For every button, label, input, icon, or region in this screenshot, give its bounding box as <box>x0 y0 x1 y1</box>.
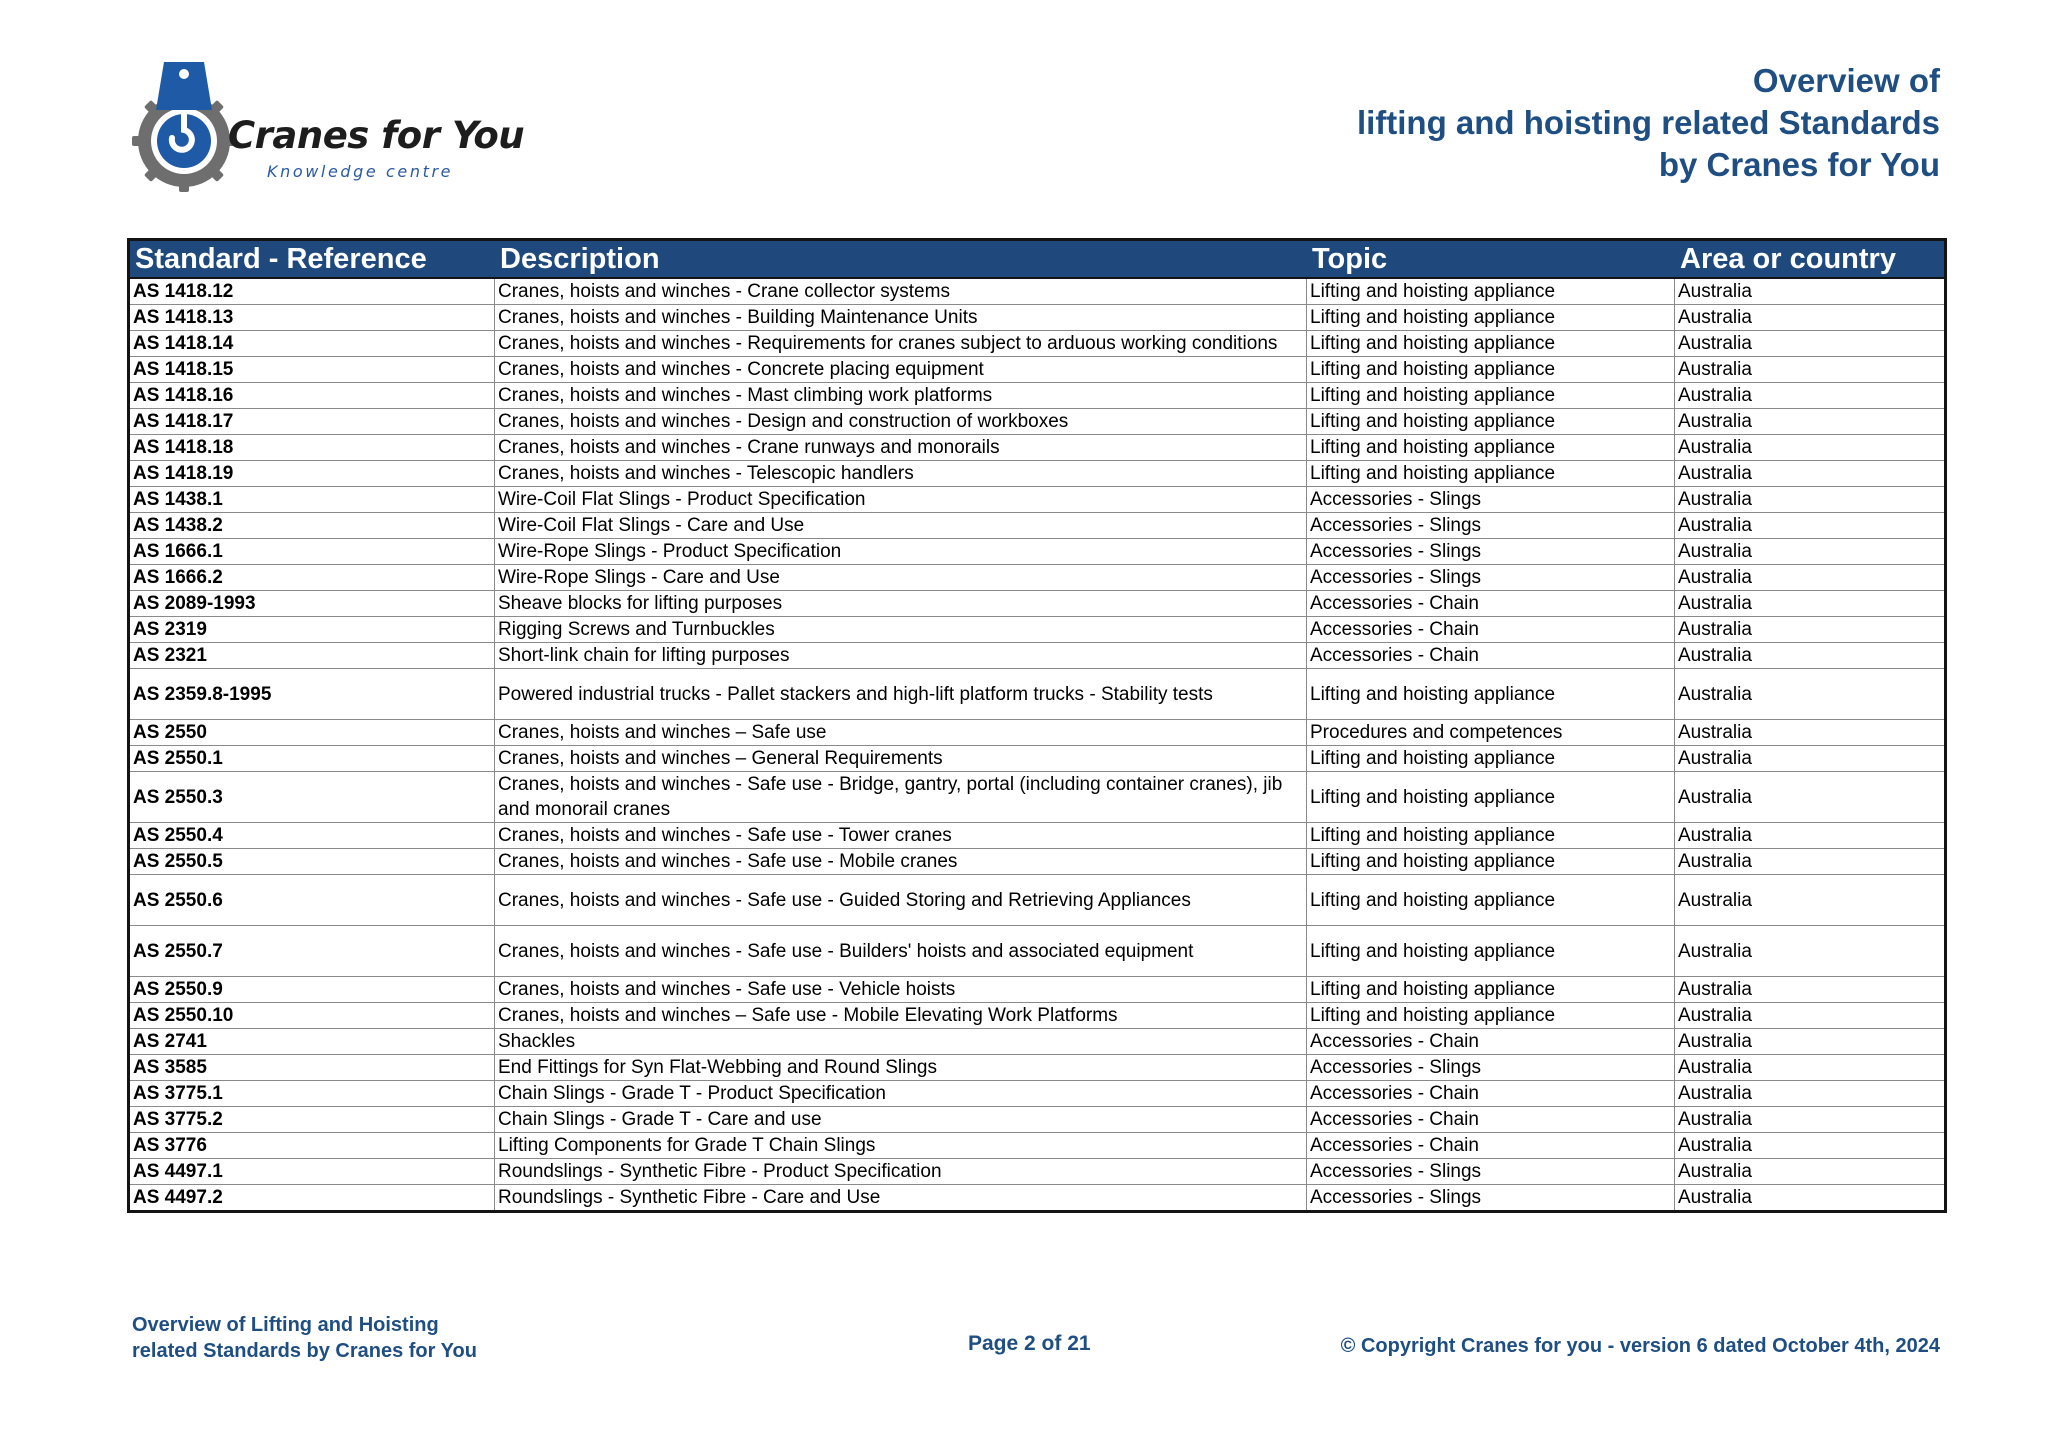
standard-reference-cell: AS 1418.13 <box>129 305 495 331</box>
description-cell: Cranes, hoists and winches - Crane runways and monorails <box>495 435 1307 461</box>
description-cell: Cranes, hoists and winches - Safe use - Builders' hoists and associated equipment <box>495 926 1307 977</box>
table-row <box>129 669 1946 720</box>
table-row <box>129 1003 1946 1029</box>
logo <box>132 58 525 192</box>
table-row <box>129 1055 1946 1081</box>
footer-line: related Standards by Cranes for You <box>132 1340 477 1362</box>
topic-cell: Accessories - Slings <box>1307 539 1675 565</box>
standard-reference-cell: AS 1418.19 <box>129 461 495 487</box>
standard-reference-cell: AS 1438.1 <box>129 487 495 513</box>
topic-cell: Lifting and hoisting appliance <box>1307 331 1675 357</box>
standard-reference-cell: AS 2550.7 <box>129 926 495 977</box>
page-number: Page 2 of 21 <box>968 1332 1091 1355</box>
area-cell: Australia <box>1675 461 1946 487</box>
table-row <box>129 591 1946 617</box>
standard-reference-cell: AS 1418.12 <box>129 278 495 305</box>
area-cell: Australia <box>1675 331 1946 357</box>
area-cell: Australia <box>1675 823 1946 849</box>
description-cell: Wire-Coil Flat Slings - Care and Use <box>495 513 1307 539</box>
area-cell: Australia <box>1675 487 1946 513</box>
area-cell: Australia <box>1675 305 1946 331</box>
topic-cell: Lifting and hoisting appliance <box>1307 669 1675 720</box>
table-row <box>129 461 1946 487</box>
standard-reference-cell: AS 2319 <box>129 617 495 643</box>
area-cell: Australia <box>1675 1185 1946 1212</box>
table-row <box>129 383 1946 409</box>
table-row <box>129 772 1946 823</box>
standard-reference-cell: AS 1438.2 <box>129 513 495 539</box>
title-line: Overview of <box>1752 62 1940 99</box>
standard-reference-cell: AS 1418.17 <box>129 409 495 435</box>
table-row <box>129 1185 1946 1212</box>
logo-wordmark: Cranes for You <box>228 114 525 157</box>
description-cell: Sheave blocks for lifting purposes <box>495 591 1307 617</box>
area-cell: Australia <box>1675 1055 1946 1081</box>
topic-cell: Accessories - Chain <box>1307 643 1675 669</box>
topic-cell: Lifting and hoisting appliance <box>1307 823 1675 849</box>
description-cell: Cranes, hoists and winches - Concrete placing equipment <box>495 357 1307 383</box>
description-cell: Lifting Components for Grade T Chain Slings <box>495 1133 1307 1159</box>
table-header-row <box>129 240 1946 279</box>
standard-reference-cell: AS 2550.6 <box>129 875 495 926</box>
topic-cell: Lifting and hoisting appliance <box>1307 383 1675 409</box>
standard-reference-cell: AS 1666.2 <box>129 565 495 591</box>
standard-reference-cell: AS 2550 <box>129 720 495 746</box>
area-cell: Australia <box>1675 383 1946 409</box>
description-cell: Cranes, hoists and winches - Telescopic handlers <box>495 461 1307 487</box>
description-cell: Wire-Rope Slings - Care and Use <box>495 565 1307 591</box>
standard-reference-cell: AS 2550.9 <box>129 977 495 1003</box>
area-cell: Australia <box>1675 1107 1946 1133</box>
column-header-topic: Topic <box>1307 240 1675 279</box>
standard-reference-cell: AS 1418.15 <box>129 357 495 383</box>
topic-cell: Lifting and hoisting appliance <box>1307 926 1675 977</box>
table-row <box>129 1133 1946 1159</box>
area-cell: Australia <box>1675 926 1946 977</box>
topic-cell: Lifting and hoisting appliance <box>1307 746 1675 772</box>
document-title <box>1357 60 1940 186</box>
area-cell: Australia <box>1675 1159 1946 1185</box>
crane-hook-gear-icon <box>132 58 242 192</box>
table-row <box>129 1029 1946 1055</box>
topic-cell: Accessories - Chain <box>1307 617 1675 643</box>
logo-tagline: Knowledge centre <box>267 162 454 181</box>
topic-cell: Lifting and hoisting appliance <box>1307 461 1675 487</box>
column-header-reference: Standard - Reference <box>129 240 495 279</box>
footer-line: Overview of Lifting and Hoisting <box>132 1314 439 1336</box>
area-cell: Australia <box>1675 746 1946 772</box>
title-line: lifting and hoisting related Standards <box>1356 104 1940 141</box>
area-cell: Australia <box>1675 357 1946 383</box>
table-row <box>129 1159 1946 1185</box>
standard-reference-cell: AS 1418.16 <box>129 383 495 409</box>
area-cell: Australia <box>1675 513 1946 539</box>
topic-cell: Accessories - Slings <box>1307 513 1675 539</box>
table-row <box>129 617 1946 643</box>
standard-reference-cell: AS 1418.18 <box>129 435 495 461</box>
standard-reference-cell: AS 3775.1 <box>129 1081 495 1107</box>
topic-cell: Lifting and hoisting appliance <box>1307 772 1675 823</box>
table-row <box>129 977 1946 1003</box>
table-row <box>129 565 1946 591</box>
description-cell: Cranes, hoists and winches - Requirements for cranes subject to arduous working conditions <box>495 331 1307 357</box>
description-cell: Chain Slings - Grade T - Care and use <box>495 1107 1307 1133</box>
standard-reference-cell: AS 2359.8-1995 <box>129 669 495 720</box>
topic-cell: Lifting and hoisting appliance <box>1307 849 1675 875</box>
area-cell: Australia <box>1675 875 1946 926</box>
topic-cell: Procedures and competences <box>1307 720 1675 746</box>
table-row <box>129 746 1946 772</box>
description-cell: Cranes, hoists and winches - Safe use - Vehicle hoists <box>495 977 1307 1003</box>
table-row <box>129 435 1946 461</box>
topic-cell: Accessories - Slings <box>1307 565 1675 591</box>
area-cell: Australia <box>1675 1133 1946 1159</box>
area-cell: Australia <box>1675 539 1946 565</box>
standard-reference-cell: AS 2321 <box>129 643 495 669</box>
standard-reference-cell: AS 1666.1 <box>129 539 495 565</box>
area-cell: Australia <box>1675 977 1946 1003</box>
description-cell: Cranes, hoists and winches - Mast climbing work platforms <box>495 383 1307 409</box>
topic-cell: Accessories - Chain <box>1307 1133 1675 1159</box>
area-cell: Australia <box>1675 720 1946 746</box>
standard-reference-cell: AS 2550.4 <box>129 823 495 849</box>
table-row <box>129 539 1946 565</box>
description-cell: Cranes, hoists and winches - Safe use - Guided Storing and Retrieving Appliances <box>495 875 1307 926</box>
area-cell: Australia <box>1675 1081 1946 1107</box>
table-row <box>129 1107 1946 1133</box>
table-row <box>129 1081 1946 1107</box>
description-cell: Short-link chain for lifting purposes <box>495 643 1307 669</box>
area-cell: Australia <box>1675 617 1946 643</box>
topic-cell: Lifting and hoisting appliance <box>1307 305 1675 331</box>
area-cell: Australia <box>1675 435 1946 461</box>
standard-reference-cell: AS 2550.3 <box>129 772 495 823</box>
description-cell: Cranes, hoists and winches - Safe use - Tower cranes <box>495 823 1307 849</box>
table-row <box>129 643 1946 669</box>
description-cell: Wire-Coil Flat Slings - Product Specification <box>495 487 1307 513</box>
topic-cell: Accessories - Chain <box>1307 591 1675 617</box>
description-cell: Roundslings - Synthetic Fibre - Care and Use <box>495 1185 1307 1212</box>
table-row <box>129 849 1946 875</box>
standard-reference-cell: AS 2741 <box>129 1029 495 1055</box>
table-row <box>129 720 1946 746</box>
description-cell: Chain Slings - Grade T - Product Specification <box>495 1081 1307 1107</box>
topic-cell: Lifting and hoisting appliance <box>1307 278 1675 305</box>
table-row <box>129 823 1946 849</box>
standard-reference-cell: AS 3585 <box>129 1055 495 1081</box>
topic-cell: Lifting and hoisting appliance <box>1307 1003 1675 1029</box>
table-row <box>129 278 1946 305</box>
table-row <box>129 487 1946 513</box>
description-cell: Cranes, hoists and winches - Safe use - Bridge, gantry, portal (including container cranes), jib and monorail cranes <box>495 772 1307 823</box>
topic-cell: Accessories - Slings <box>1307 1159 1675 1185</box>
area-cell: Australia <box>1675 409 1946 435</box>
topic-cell: Lifting and hoisting appliance <box>1307 409 1675 435</box>
standard-reference-cell: AS 2550.5 <box>129 849 495 875</box>
topic-cell: Accessories - Slings <box>1307 487 1675 513</box>
topic-cell: Lifting and hoisting appliance <box>1307 357 1675 383</box>
area-cell: Australia <box>1675 669 1946 720</box>
area-cell: Australia <box>1675 1003 1946 1029</box>
table-row <box>129 357 1946 383</box>
area-cell: Australia <box>1675 1029 1946 1055</box>
table-row <box>129 926 1946 977</box>
footer-document-name <box>132 1312 477 1364</box>
topic-cell: Lifting and hoisting appliance <box>1307 875 1675 926</box>
area-cell: Australia <box>1675 849 1946 875</box>
topic-cell: Accessories - Chain <box>1307 1107 1675 1133</box>
standard-reference-cell: AS 4497.1 <box>129 1159 495 1185</box>
column-header-area: Area or country <box>1675 240 1946 279</box>
description-cell: Cranes, hoists and winches - Design and construction of workboxes <box>495 409 1307 435</box>
table-row <box>129 305 1946 331</box>
standard-reference-cell: AS 2550.10 <box>129 1003 495 1029</box>
standard-reference-cell: AS 4497.2 <box>129 1185 495 1212</box>
title-line: by Cranes for You <box>1658 146 1940 183</box>
standard-reference-cell: AS 3776 <box>129 1133 495 1159</box>
area-cell: Australia <box>1675 643 1946 669</box>
table-row <box>129 409 1946 435</box>
standard-reference-cell: AS 2089-1993 <box>129 591 495 617</box>
area-cell: Australia <box>1675 591 1946 617</box>
description-cell: Cranes, hoists and winches - Building Maintenance Units <box>495 305 1307 331</box>
area-cell: Australia <box>1675 278 1946 305</box>
topic-cell: Lifting and hoisting appliance <box>1307 977 1675 1003</box>
table-row <box>129 513 1946 539</box>
column-header-description: Description <box>495 240 1307 279</box>
description-cell: Cranes, hoists and winches - Safe use - Mobile cranes <box>495 849 1307 875</box>
topic-cell: Accessories - Slings <box>1307 1055 1675 1081</box>
description-cell: End Fittings for Syn Flat-Webbing and Round Slings <box>495 1055 1307 1081</box>
topic-cell: Accessories - Chain <box>1307 1081 1675 1107</box>
description-cell: Shackles <box>495 1029 1307 1055</box>
standard-reference-cell: AS 3775.2 <box>129 1107 495 1133</box>
area-cell: Australia <box>1675 565 1946 591</box>
topic-cell: Lifting and hoisting appliance <box>1307 435 1675 461</box>
topic-cell: Accessories - Chain <box>1307 1029 1675 1055</box>
description-cell: Powered industrial trucks - Pallet stackers and high-lift platform trucks - Stability tests <box>495 669 1307 720</box>
description-cell: Cranes, hoists and winches - Crane collector systems <box>495 278 1307 305</box>
standard-reference-cell: AS 1418.14 <box>129 331 495 357</box>
description-cell: Roundslings - Synthetic Fibre - Product Specification <box>495 1159 1307 1185</box>
table-row <box>129 331 1946 357</box>
copyright-notice: © Copyright Cranes for you - version 6 dated October 4th, 2024 <box>1340 1335 1940 1357</box>
description-cell: Wire-Rope Slings - Product Specification <box>495 539 1307 565</box>
description-cell: Rigging Screws and Turnbuckles <box>495 617 1307 643</box>
table-row <box>129 875 1946 926</box>
description-cell: Cranes, hoists and winches – General Requirements <box>495 746 1307 772</box>
standards-table <box>127 238 1947 1213</box>
area-cell: Australia <box>1675 772 1946 823</box>
standard-reference-cell: AS 2550.1 <box>129 746 495 772</box>
description-cell: Cranes, hoists and winches – Safe use <box>495 720 1307 746</box>
description-cell: Cranes, hoists and winches – Safe use - Mobile Elevating Work Platforms <box>495 1003 1307 1029</box>
topic-cell: Accessories - Slings <box>1307 1185 1675 1212</box>
